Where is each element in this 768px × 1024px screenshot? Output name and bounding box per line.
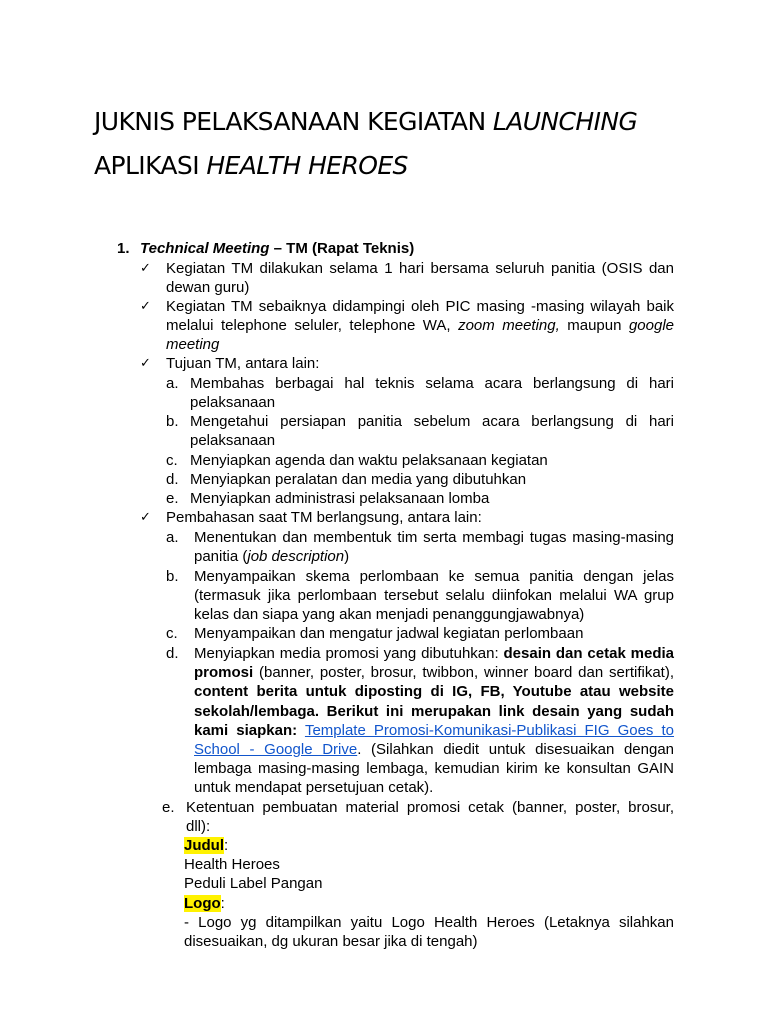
logo-label: Logo: — [184, 895, 225, 912]
list-item: Menyampaikan skema perlombaan ke semua panitia dengan jelas — [194, 568, 674, 585]
list-item-letter: c. — [166, 625, 178, 642]
list-item-letter: a. — [166, 375, 179, 392]
list-item: pelaksanaan — [190, 432, 276, 449]
checkmark-icon: ✓ — [140, 510, 151, 525]
title-line-1: JUKNIS PELAKSANAAN KEGIATAN LAUNCHING — [94, 107, 638, 136]
list-item: School - Google Drive. (Silahkan diedit untuk disesuaikan dengan — [194, 741, 674, 758]
list-item-letter: d. — [166, 471, 179, 488]
judul-value: Peduli Label Pangan — [184, 875, 323, 892]
list-item-letter: d. — [166, 645, 179, 662]
section-heading: Technical Meeting – TM (Rapat Teknis) — [140, 240, 415, 257]
logo-description: disesuaikan, dg ukuran besar jika di tengah) — [184, 933, 478, 950]
list-item-letter: b. — [166, 568, 179, 585]
section-number: 1. — [117, 240, 130, 257]
bullet-4-intro: Pembahasan saat TM berlangsung, antara lain: — [166, 509, 482, 526]
list-item: Menyampaikan dan mengatur jadwal kegiatan perlombaan — [194, 625, 584, 642]
list-item: Menyiapkan agenda dan waktu pelaksanaan kegiatan — [190, 452, 548, 469]
list-item: content berita untuk diposting di IG, FB, Youtube atau website — [194, 683, 674, 700]
logo-description: - Logo yg ditampilkan yaitu Logo Health Heroes (Letaknya silahkan — [184, 914, 674, 931]
list-item: sekolah/lembaga. Berikut ini merupakan link desain yang sudah — [194, 703, 674, 720]
bullet-3-intro: Tujuan TM, antara lain: — [166, 355, 320, 372]
list-item-letter: e. — [166, 490, 179, 507]
template-drive-link[interactable]: Template Promosi-Komunikasi-Publikasi FIG Goes to — [304, 722, 675, 739]
list-item-letter: e. — [162, 799, 175, 816]
list-item: (termasuk jika perlombaan tersebut selalu diinfokan melalui WA grup — [194, 587, 674, 604]
document-title — [94, 100, 734, 188]
bullet-1-line-1: Kegiatan TM dilakukan selama 1 hari bersama seluruh panitia (OSIS dan — [166, 260, 674, 277]
checkmark-icon: ✓ — [140, 299, 151, 314]
list-item: kami siapkan: Template Promosi-Komunikasi-Publikasi FIG Goes to — [194, 722, 675, 739]
list-item: Ketentuan pembuatan material promosi cetak (banner, poster, brosur, — [186, 799, 674, 816]
google-drive-link[interactable]: School - Google Drive — [194, 741, 358, 758]
list-item: Menentukan dan membentuk tim serta membagi tugas masing-masing — [194, 529, 674, 546]
list-item: panitia (job description) — [194, 548, 350, 565]
title-line-2: APLIKASI HEALTH HEROES — [94, 151, 408, 180]
list-item: Menyiapkan administrasi pelaksanaan lomba — [190, 490, 490, 507]
list-item: pelaksanaan — [190, 394, 276, 411]
bullet-2-line-3: meeting — [166, 336, 220, 353]
list-item: kelas dan siapa yang akan menjadi penanggungjawabnya) — [194, 606, 585, 623]
list-item: Membahas berbagai hal teknis selama acara berlangsung di hari — [190, 375, 674, 392]
list-item-letter: a. — [166, 529, 179, 546]
checkmark-icon: ✓ — [140, 261, 151, 276]
judul-value: Health Heroes — [184, 856, 280, 873]
list-item: untuk mendapat persetujuan cetak). — [194, 779, 434, 796]
bullet-1-line-2: dewan guru) — [166, 279, 250, 296]
list-item: promosi (banner, poster, brosur, twibbon, winner board dan sertifikat), — [194, 664, 674, 681]
judul-label: Judul: — [184, 837, 229, 854]
checkmark-icon: ✓ — [140, 356, 151, 371]
list-item: dll): — [186, 818, 211, 835]
list-item-letter: c. — [166, 452, 178, 469]
list-item: Menyiapkan peralatan dan media yang dibutuhkan — [190, 471, 527, 488]
bullet-2-line-2: melalui telephone seluler, telephone WA, zoom meeting, maupun google — [166, 317, 674, 334]
list-item: Mengetahui persiapan panitia sebelum acara berlangsung di hari — [190, 413, 674, 430]
list-item: Menyiapkan media promosi yang dibutuhkan: desain dan cetak media — [194, 645, 674, 662]
list-item-letter: b. — [166, 413, 179, 430]
bullet-2-line-1: Kegiatan TM sebaiknya didampingi oleh PIC masing -masing wilayah baik — [166, 298, 674, 315]
list-item: lembaga masing-masing lembaga, kemudian kirim ke konsultan GAIN — [194, 760, 674, 777]
